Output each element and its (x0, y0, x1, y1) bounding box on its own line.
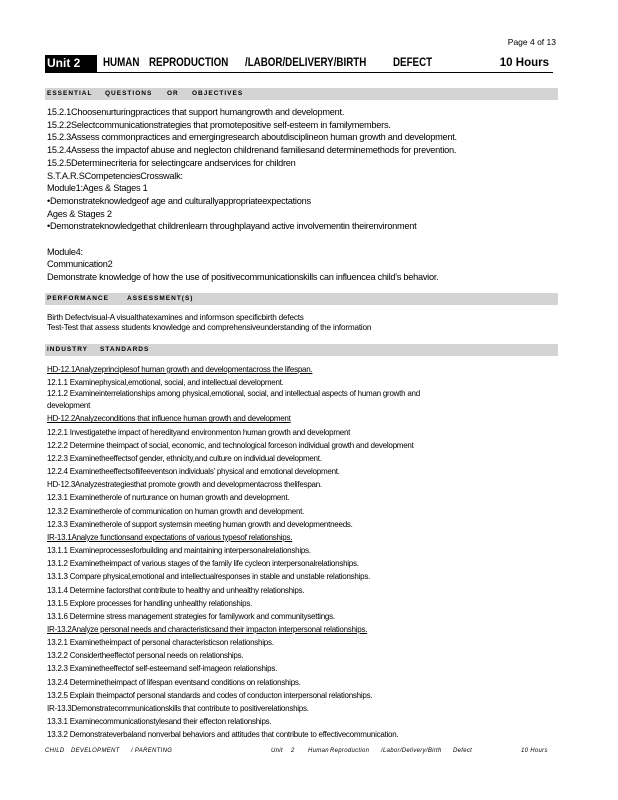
standard-line: 13.2.1 Examinetheimpact of personal characteristicson relationships. (47, 638, 274, 648)
performance-content (47, 313, 557, 334)
standard-line: 13.3.1 Examinecommunicationstylesand their effecton relationships. (47, 717, 272, 727)
industry-content (47, 363, 557, 741)
standard-line: 13.2.5 Explain theimpactof personal standards and codes of conducton interpersonal relationships. (47, 690, 373, 700)
standard-line: 12.2.3 Examinetheeffectsof gender, ethnicity,and culture on individual development. (47, 453, 322, 463)
essential-content (47, 106, 557, 284)
unit-hours: 10 Hours (499, 57, 549, 69)
standard-line: 13.3.2 Demonstrateverbaland nonverbal behaviors and attitudes that contribute to effectivecommunication. (47, 730, 399, 740)
essential-line: 15.2.3Assess commonpractices and emergingresearch aboutdisciplineon human growth and development. (47, 132, 457, 143)
footer-word: Reproduction (330, 748, 370, 754)
footer-word: CHILD (45, 748, 65, 754)
essential-line: S.T.A.R.SCompetenciesCrosswalk: (47, 170, 183, 181)
unit-title-row (45, 55, 553, 72)
standard-line: IR-13.1Analyze functionsand expectations of various typesof relationships. (47, 532, 293, 542)
essential-line (47, 233, 557, 246)
section-heading-word: ESSENTIAL (47, 90, 93, 97)
standard-line: 13.1.2 Examinetheimpact of various stages of the family life cycleon interpersonalrelationships. (47, 559, 359, 569)
section-heading-word: STANDARDS (100, 346, 150, 353)
standard-line: 12.2.1 Investigatethe impact of heredityand environmenton human growth and development (47, 427, 351, 437)
standard-line: 13.2.3 Examinetheeffectof self-esteemand self-imageon relationships. (47, 664, 278, 674)
section-header-industry (45, 344, 558, 356)
standard-line: 12.1.2 Examineinterrelationships among physical,emotional, social, and intellectual aspects of human growth and (47, 389, 420, 399)
essential-line: •Demonstrateknowledgeof age and culturallyappropriateexpectations (47, 195, 311, 206)
section-heading-word: INDUSTRY (47, 346, 88, 353)
unit-label: Unit 2 (45, 55, 97, 72)
standard-line: HD-12.2Analyzeconditions that influence human growth and development (47, 414, 291, 424)
essential-line: 15.2.1Choosenurturingpractices that support humangrowth and development. (47, 107, 345, 117)
essential-line: Module1:Ages & Stages 1 (47, 183, 148, 194)
standard-line: 12.2.4 Examinetheeffectsoflifeeventson individuals' physical and emotional development. (47, 467, 340, 477)
standard-line: 13.2.2 Considertheeffectof personal needs on relationships. (47, 651, 244, 661)
standard-line: 13.1.4 Determine factorsthat contribute to healthy and unhealthy relationships. (47, 585, 305, 595)
footer-word: 10 Hours (521, 748, 548, 754)
essential-line: 15.2.5Determinecriteria for selectingcare andservices for children (47, 157, 296, 168)
standard-line: HD-12.3Analyzestrategiesthat promote growth and developmentacross thelifespan. (47, 480, 322, 490)
essential-line: •Demonstrateknowledgethat childrenlearn throughplayand active involvementin theirenvironment (47, 221, 417, 232)
title-word: /LABOR/DELIVERY/BIRTH (245, 57, 367, 69)
footer-word: DEVELOPMENT (71, 748, 120, 754)
standard-line: 12.3.2 Examinetherole of communication on human growth and development. (47, 506, 305, 516)
essential-line: 15.2.2Selectcommunicationstrategies that promotepositive self-esteem in familymembers. (47, 119, 391, 130)
section-heading-word: QUESTIONS (105, 90, 153, 97)
title-divider (45, 72, 553, 73)
footer-word: Unit (271, 748, 283, 754)
essential-line: Demonstrate knowledge of how the use of positivecommunicationskills can influencea child's behavior. (47, 272, 439, 283)
standard-line: 12.2.2 Determine theimpact of social, economic, and technological forceson individual growth and development (47, 440, 414, 450)
standard-line: development (47, 401, 91, 411)
section-heading-word: PERFORMANCE (47, 295, 109, 302)
standard-line: 13.1.1 Examineprocessesforbuilding and maintaining interpersonalrelationships. (47, 546, 311, 556)
footer-word: /Labor/Delivery/Birth (381, 748, 442, 754)
standard-line: 13.1.3 Compare physical,emotional and intellectualresponses in stable and unstable relationships. (47, 572, 371, 582)
standard-line: IR-13.3Demonstratecommunicationskills that contribute to positiverelationships. (47, 703, 309, 713)
section-heading-word: ASSESSMENT(S) (127, 295, 194, 302)
section-header-essential (45, 88, 558, 100)
standard-line: 12.3.3 Examinetherole of support systemsin meeting human growth and developmentneeds. (47, 519, 353, 529)
title-word: HUMAN (103, 57, 140, 69)
standard-line: HD-12.1Analyzeprinciplesof human growth and developmentacross the lifespan. (47, 365, 313, 374)
footer-word: / PARENTING (131, 748, 173, 754)
performance-line: Birth Defectvisual-A visualthatexamines and informson specificbirth defects (47, 313, 304, 322)
standard-line: IR-13.2Analyze personal needs and characteristicsand their impacton interpersonal relationships. (47, 624, 368, 634)
essential-line: 15.2.4Assess the impactof abuse and neglecton childrenand familiesand determinemethods for prevention. (47, 145, 457, 156)
essential-line: Ages & Stages 2 (47, 208, 112, 219)
page-number: Page 4 of 13 (507, 37, 556, 47)
section-heading-word: OR (167, 90, 179, 97)
standard-line: 12.3.1 Examinetherole of nurturance on human growth and development. (47, 493, 290, 503)
essential-line: Communication2 (47, 259, 113, 270)
performance-line: Test-Test that assess students knowledge and comprehensiveunderstanding of the information (47, 323, 372, 333)
standard-line: 12.1.1 Examinephysical,emotional, social, and intellectual development. (47, 378, 284, 388)
standard-line: 13.1.5 Explore processes for handling unhealthy relationships. (47, 598, 253, 608)
standard-line: 13.1.6 Determine stress management strategies for familywork and communitysettings. (47, 611, 335, 621)
page-footer (45, 748, 558, 760)
footer-word: 2 (291, 748, 295, 754)
title-word: REPRODUCTION (149, 57, 229, 69)
standard-line: 13.2.4 Determinetheimpact of lifespan eventsand conditions on relationships. (47, 677, 301, 687)
essential-line: Module4: (47, 246, 83, 257)
footer-word: Defect (453, 748, 473, 754)
title-word: DEFECT (393, 57, 433, 69)
section-heading-word: OBJECTIVES (192, 90, 244, 97)
footer-word: Human (308, 748, 329, 754)
section-header-performance (45, 293, 558, 305)
